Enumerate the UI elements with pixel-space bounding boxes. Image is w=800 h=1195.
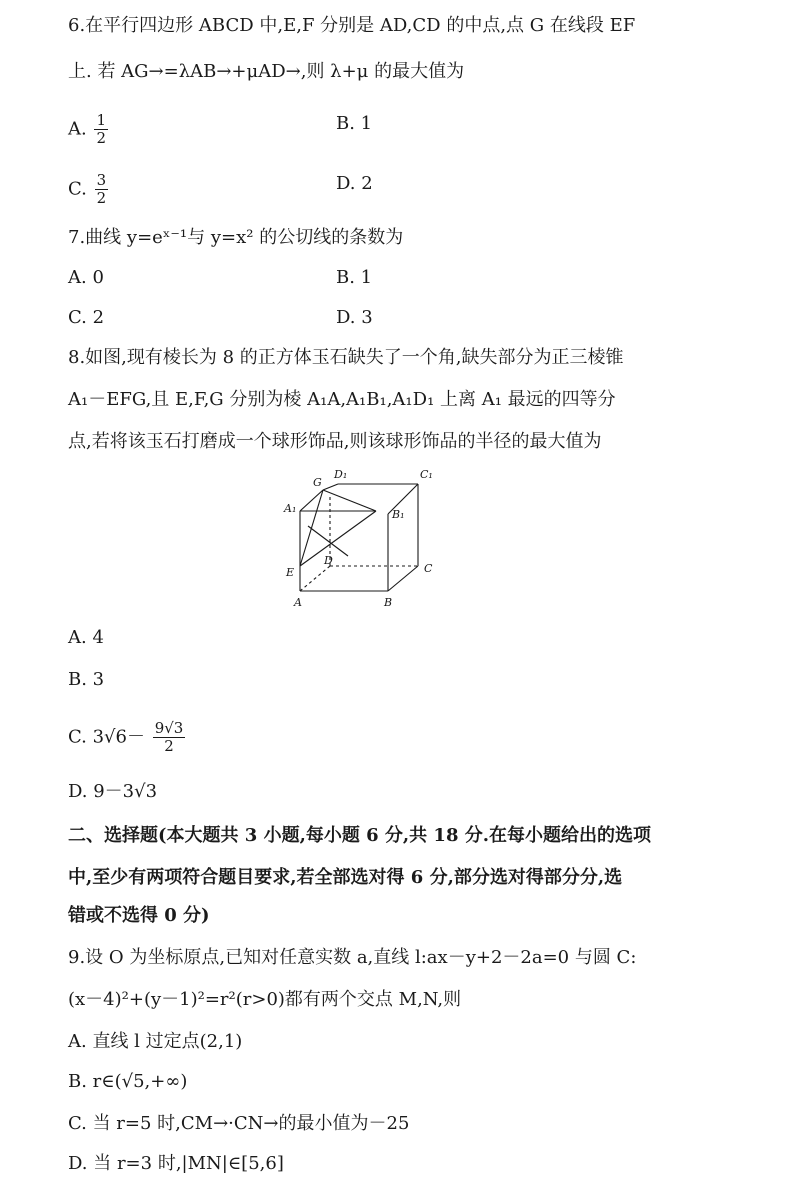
q6-stem-line2: 上. 若 AG→=λAB→+μAD→,则 λ+μ 的最大值为 bbox=[68, 61, 465, 82]
q9-option-a[interactable]: A. 直线 l 过定点(2,1) bbox=[68, 1031, 243, 1052]
q8-option-a[interactable]: A. 4 bbox=[68, 627, 104, 648]
edge-g-d1 bbox=[323, 484, 338, 490]
q9-option-b[interactable]: B. r∈(√5,+∞) bbox=[68, 1071, 188, 1092]
edge-a-d bbox=[300, 566, 330, 591]
q6-option-c-numerator: 3 bbox=[96, 171, 107, 189]
q6-option-a-label: A. bbox=[68, 118, 87, 140]
label-a1: A₁ bbox=[284, 502, 297, 515]
label-d1: D₁ bbox=[334, 468, 348, 481]
q6-option-a-numerator: 1 bbox=[96, 111, 107, 129]
q6-option-a-fraction bbox=[94, 112, 108, 147]
label-c: C bbox=[424, 562, 433, 575]
label-b: B bbox=[384, 596, 393, 609]
q6-option-c-fraction bbox=[95, 172, 109, 207]
inner-line bbox=[308, 526, 348, 556]
q8-option-c-fraction bbox=[153, 720, 186, 755]
q8-option-c-denominator: 2 bbox=[164, 737, 174, 755]
section2-heading-line3: 错或不选得 0 分) bbox=[68, 905, 210, 926]
cube-figure bbox=[278, 466, 448, 616]
label-d: D bbox=[324, 554, 333, 567]
q8-option-c-numerator: 9√3 bbox=[154, 719, 184, 737]
q7-option-a[interactable]: A. 0 bbox=[68, 267, 104, 288]
q7-stem: 7.曲线 y=eˣ⁻¹与 y=x² 的公切线的条数为 bbox=[68, 227, 404, 248]
cube-diagram bbox=[278, 466, 448, 616]
edge-g-f bbox=[323, 490, 376, 511]
label-b1: B₁ bbox=[392, 508, 405, 521]
q8-stem-line1: 8.如图,现有棱长为 8 的正方体玉石缺失了一个角,缺失部分为正三棱锥 bbox=[68, 347, 624, 368]
q6-option-a[interactable] bbox=[68, 112, 108, 147]
q9-option-c[interactable]: C. 当 r=5 时,CM→·CN→的最小值为－25 bbox=[68, 1113, 410, 1134]
q7-option-b[interactable]: B. 1 bbox=[336, 267, 373, 288]
q6-stem-line1: 6.在平行四边形 ABCD 中,E,F 分别是 AD,CD 的中点,点 G 在线段 EF bbox=[68, 15, 636, 36]
label-g: G bbox=[313, 476, 322, 489]
section2-heading-line2: 中,至少有两项符合题目要求,若全部选对得 6 分,部分选对得部分分,选 bbox=[68, 867, 623, 888]
q9-stem-line1: 9.设 O 为坐标原点,已知对任意实数 a,直线 l:ax－y+2－2a=0 与圆 C: bbox=[68, 947, 637, 968]
q8-stem-line3: 点,若将该玉石打磨成一个球形饰品,则该球形饰品的半径的最大值为 bbox=[68, 431, 602, 452]
label-c1: C₁ bbox=[420, 468, 433, 481]
label-a: A bbox=[294, 596, 302, 609]
q7-option-d[interactable]: D. 3 bbox=[336, 307, 373, 328]
q8-option-c-prefix: C. 3√6－ bbox=[68, 726, 145, 748]
q6-option-d[interactable]: D. 2 bbox=[336, 173, 373, 194]
q9-option-d[interactable]: D. 当 r=3 时,|MN|∈[5,6] bbox=[68, 1153, 284, 1174]
label-e: E bbox=[286, 566, 295, 579]
q8-option-c[interactable] bbox=[68, 720, 185, 755]
q6-option-a-denominator: 2 bbox=[96, 129, 107, 147]
q7-option-c[interactable]: C. 2 bbox=[68, 307, 105, 328]
q6-option-c[interactable] bbox=[68, 172, 108, 207]
q6-option-c-label: C. bbox=[68, 178, 87, 200]
edge-e-f bbox=[300, 511, 376, 566]
q9-stem-line2: (x－4)²+(y－1)²=r²(r>0)都有两个交点 M,N,则 bbox=[68, 989, 462, 1010]
edge-b-c bbox=[388, 566, 418, 591]
q8-option-b[interactable]: B. 3 bbox=[68, 669, 105, 690]
q6-option-c-denominator: 2 bbox=[96, 189, 107, 207]
q8-stem-line2: A₁－EFG,且 E,F,G 分别为棱 A₁A,A₁B₁,A₁D₁ 上离 A₁ 最远的四等分 bbox=[68, 389, 616, 410]
section2-heading-line1: 二、选择题(本大题共 3 小题,每小题 6 分,共 18 分.在每小题给出的选项 bbox=[68, 825, 652, 846]
q6-option-b[interactable]: B. 1 bbox=[336, 113, 373, 134]
q8-option-d[interactable]: D. 9－3√3 bbox=[68, 781, 158, 802]
